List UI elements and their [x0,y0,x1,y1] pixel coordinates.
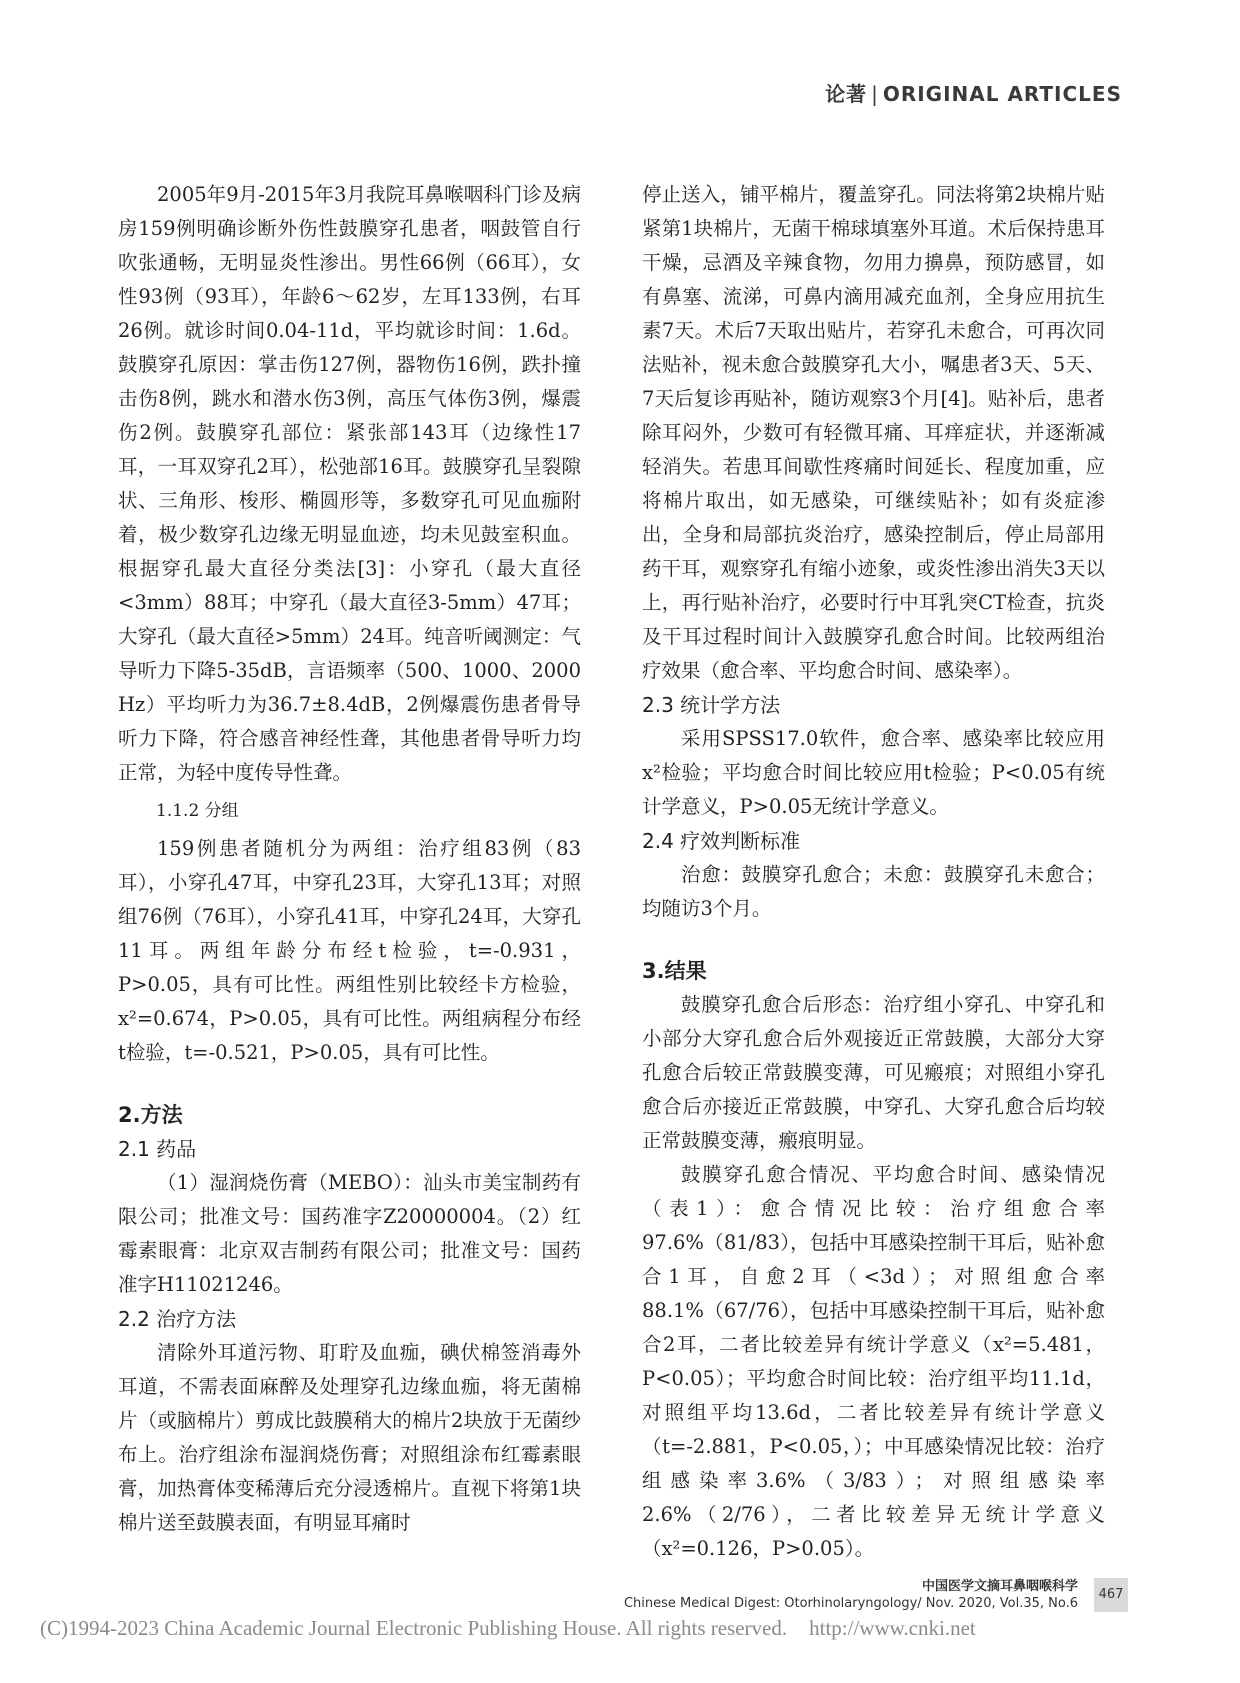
section-results-heading: 3.结果 [642,959,707,983]
paragraph-criteria: 治愈：鼓膜穿孔愈合；未愈：鼓膜穿孔未愈合；均随访3个月。 [642,863,1105,920]
section-methods-heading: 2.方法 [118,1103,183,1127]
section-2-1-heading: 2.1 药品 [118,1137,197,1161]
subsection-1-1-2: 1.1.2 分组 [156,801,239,821]
copyright-line [40,1616,976,1641]
journal-name-cn: 中国医学文摘耳鼻咽喉科学 [921,1579,1078,1594]
page-number: 467 [1094,1578,1128,1612]
paragraph-treatment-continued: 停止送入，铺平棉片，覆盖穿孔。同法将第2块棉片贴紧第1块棉片，无菌干棉球填塞外耳道。术后保持患耳干燥，忌酒及辛辣食物，勿用力擤鼻，预防感冒，如有鼻塞、流涕，可鼻内滴用减充血剂，全身应用抗生素7天。术后7天取出贴片，若穿孔未愈合，可再次同法贴补，视未愈合鼓膜穿孔大小，嘱患者3天、5天、7天后复诊再贴补，随访观察3个月[4]。贴补后，患者除耳闷外，少数可有轻微耳痛、耳痒症状，并逐渐减轻消失。若患耳间歇性疼痛时间延长、程度加重，应将棉片取出，如无感染，可继续贴补；如有炎症渗出，全身和局部抗炎治疗，感染控制后，停止局部用药干耳，观察穿孔有缩小迹象，或炎性渗出消失3天以上，再行贴补治疗，必要时行中耳乳突CT检查，抗炎及干耳过程时间计入鼓膜穿孔愈合时间。比较两组治疗效果（愈合率、平均愈合时间、感染率）。 [642,183,1105,682]
paragraph-morphology: 鼓膜穿孔愈合后形态：治疗组小穿孔、中穿孔和小部分大穿孔愈合后外观接近正常鼓膜，大部分大穿孔愈合后较正常鼓膜变薄，可见瘢痕；对照组小穿孔愈合后亦接近正常鼓膜，中穿孔、大穿孔愈合后均较正常鼓膜变薄，瘢痕明显。 [642,993,1105,1152]
paragraph-grouping: 159例患者随机分为两组：治疗组83例（83耳），小穿孔47耳，中穿孔23耳，大穿孔13耳；对照组76例（76耳），小穿孔41耳，中穿孔24耳，大穿孔11耳。两组年龄分布经t检验，t=-0.931，P>0.05，具有可比性。两组性别比较经卡方检验，x²=0.674，P>0.05，具有可比性。两组病程分布经t检验，t=-0.521，P>0.05，具有可比性。 [118,837,581,1064]
left-column [118,178,581,1540]
header-cn: 论著 [825,82,868,106]
paragraph-patients: 2005年9月-2015年3月我院耳鼻喉咽科门诊及病房159例明确诊断外伤性鼓膜穿孔患者，咽鼓管自行吹张通畅，无明显炎性渗出。男性66例（66耳），女性93例（93耳），年龄6～62岁，左耳133例，右耳26例。就诊时间0.04-11d，平均就诊时间：1.6d。鼓膜穿孔原因：掌击伤127例，器物伤16例，跌扑撞击伤8例，跳水和潜水伤3例，高压气体伤3例，爆震伤2例。鼓膜穿孔部位：紧张部143耳（边缘性17耳，一耳双穿孔2耳），松弛部16耳。鼓膜穿孔呈裂隙状、三角形、梭形、椭圆形等，多数穿孔可见血痂附着，极少数穿孔边缘无明显血迹，均未见鼓室积血。根据穿孔最大直径分类法[3]：小穿孔（最大直径<3mm）88耳；中穿孔（最大直径3-5mm）47耳；大穿孔（最大直径>5mm）24耳。纯音听阈测定：气导听力下降5-35dB，言语频率（500、1000、2000 Hz）平均听力为36.7±8.4dB，2例爆震伤患者骨导听力下降，符合感音神经性聋，其他患者骨导听力均正常，为轻中度传导性聋。 [118,183,581,784]
cnki-url: http://www.cnki.net [809,1616,976,1640]
header-en: ORIGINAL ARTICLES [882,82,1122,106]
paragraph-statistics: 采用SPSS17.0软件，愈合率、感染率比较应用x²检验；平均愈合时间比较应用t检验；P<0.05有统计学意义，P>0.05无统计学意义。 [642,727,1105,818]
header-separator: | [871,82,879,106]
paragraph-drugs: （1）湿润烧伤膏（MEBO）：汕头市美宝制药有限公司；批准文号：国药准字Z20000004。（2）红霉素眼膏：北京双吉制药有限公司；批准文号：国药准字H11021246。 [118,1171,581,1296]
journal-footer [624,1578,1078,1612]
right-column [642,178,1105,1566]
section-2-4-heading: 2.4 疗效判断标准 [642,829,801,853]
paragraph-treatment: 清除外耳道污物、耵聍及血痂，碘伏棉签消毒外耳道，不需表面麻醉及处理穿孔边缘血痂，将无菌棉片（或脑棉片）剪成比鼓膜稍大的棉片2块放于无菌纱布上。治疗组涂布湿润烧伤膏；对照组涂布红霉素眼膏，加热膏体变稀薄后充分浸透棉片。直视下将第1块棉片送至鼓膜表面，有明显耳痛时 [118,1341,581,1534]
journal-name-en: Chinese Medical Digest: Otorhinolaryngology/ Nov. 2020, Vol.35, No.6 [623,1596,1078,1611]
section-2-2-heading: 2.2 治疗方法 [118,1307,237,1331]
copyright-text: (C)1994-2023 China Academic Journal Electronic Publishing House. All rights reserved. [40,1616,788,1640]
paragraph-healing: 鼓膜穿孔愈合情况、平均愈合时间、感染情况（表1）：愈合情况比较：治疗组愈合率97.6%（81/83），包括中耳感染控制干耳后，贴补愈合1耳，自愈2耳（<3d）；对照组愈合率88.1%（67/76），包括中耳感染控制干耳后，贴补愈合2耳，二者比较差异有统计学意义（x²=5.481，P<0.05）；平均愈合时间比较：治疗组平均11.1d，对照组平均13.6d，二者比较差异有统计学意义（t=-2.881，P<0.05，）；中耳感染情况比较：治疗组感染率3.6%（3/83）；对照组感染率2.6%（2/76），二者比较差异无统计学意义（x²=0.126，P>0.05）。 [642,1163,1105,1560]
running-header [825,78,1122,107]
section-2-3-heading: 2.3 统计学方法 [642,693,781,717]
